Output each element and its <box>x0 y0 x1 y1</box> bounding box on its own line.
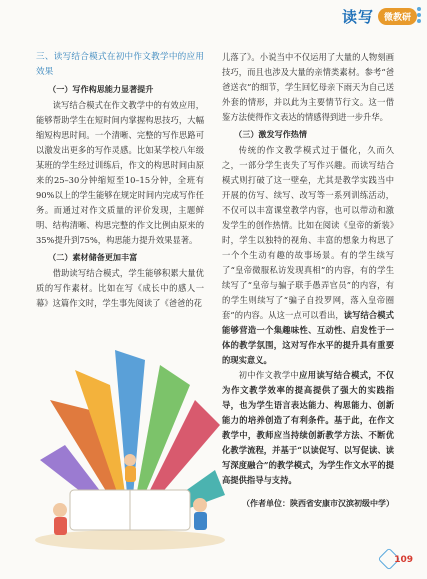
paragraph-4 <box>222 143 394 368</box>
paragraph-3: 儿落了》。小说当中不仅运用了大量的人物刻画技巧，而且也涉及大量的亲情类素材。参考“爸爸送衣”的细节，学生回忆母亲下雨天为自己送外套的情形，并以此为主要情节行文。这一借鉴方法使得作文表达的情感得到进一步升华。 <box>222 52 394 122</box>
decor-dots-icon <box>417 7 423 23</box>
paragraph-5-emphasis: 应用读写结合模式，不仅为作文教学效率的提高提供了强大的实践指导，也为学生语言表达能力、构思能力、创新能力的培养创造了有利条件。基于此，在作文教学中，教师应当持续创新教学方法、不断优化教学流程，并基于“以读促写、以写促读、读写深度融合”的教学模式，为学生作文水平的提高提供指导与支持。 <box>222 370 394 485</box>
header-title: 读写 <box>341 8 374 26</box>
subsection-title-1: （一）写作构思能力显著提升 <box>48 84 154 94</box>
paragraph-5-lead: 初中作文教学中 <box>238 370 300 380</box>
reading-illustration <box>30 340 230 555</box>
header-tag: 微教研 <box>378 8 417 25</box>
paragraph-4-text: 传统的作文教学模式过于僵化，久而久之，一部分学生丧失了写作兴趣。而读写结合模式则打破了这一壁垒，尤其是教学实践当中开展的仿写、续写、改写等一系列训练活动，不仅可以丰富课堂教学内容，也可以带动和激发学生的创作热情。比如在阅读《皇帝的新装》时，学生以独特的视角、丰富的想象力构思了一个个生动有趣的故事场景。有的学生续写了“皇帝微服私访发现真相”的内容，有的学生续写了“皇帝与骗子联手愚弄官员”的内容，有的学生则续写了“骗子自投罗网，落入皇帝圈套”的内容。从这一点可以看出， <box>222 145 394 320</box>
section-title: 三、读写结合模式在初中作文教学中的应用效果 <box>36 52 204 77</box>
column-header <box>342 6 417 27</box>
paragraph-5 <box>222 368 394 488</box>
left-column <box>36 50 204 311</box>
author-affiliation: （作者单位：陕西省安康市汉滨初级中学） <box>242 499 394 508</box>
subsection-title-3: （三）激发写作热情 <box>234 129 307 139</box>
subsection-title-2: （二）素材储备更加丰富 <box>48 252 138 262</box>
paragraph-2: 借助读写结合模式，学生能够积累大量优质的写作素材。比如在写《成长中的感人一幕》这篇作文时，学生事先阅读了《爸爸的花 <box>36 268 204 308</box>
right-column <box>222 50 394 511</box>
page-number: 109 <box>394 555 413 565</box>
paragraph-4-emphasis: 读写结合模式能够营造一个集趣味性、互动性、启发性于一体的教学氛围，这对写作水平的提升具有重要的现实意义。 <box>222 310 394 365</box>
paragraph-1: 读写结合模式在作文教学中的有效应用，能够帮助学生在短时间内掌握构思技巧，大幅缩短构思时间。一个清晰、完整的写作思路可以激发出更多的写作灵感。比如某学校八年级某班的学生经过训练后，作文的构思时间由原来的25–30分钟缩短至10–15分钟，全班有90%以上的学生能够在规定时间内完成写作任务。而通过对作文质量的评价发现，主题鲜明、结构清晰、构思完整的作文比例由原来的35%提升到75%，构思能力提升效果显著。 <box>36 100 204 245</box>
